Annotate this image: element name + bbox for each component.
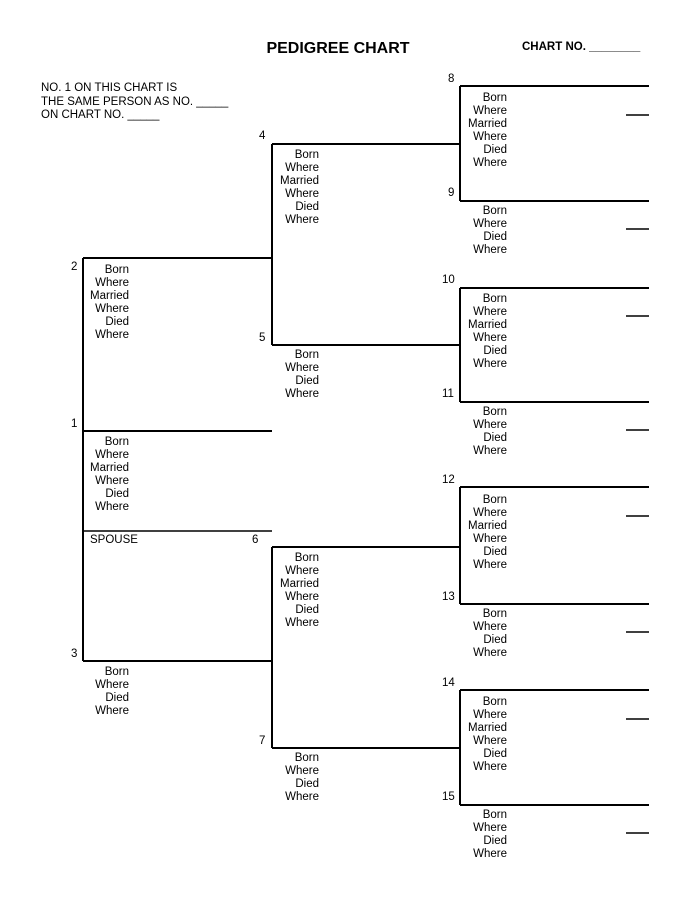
person-number-11: 11 [442, 388, 454, 400]
field-born: Born [104, 436, 129, 448]
person-7-fields [276, 752, 319, 804]
field-where: Where [473, 105, 507, 117]
field-married: Married [468, 722, 507, 734]
field-born: Born [104, 264, 129, 276]
spouse-label: SPOUSE [90, 534, 138, 546]
person-9-fields [464, 205, 507, 257]
field-died: Died [483, 546, 507, 558]
person-number-5: 5 [259, 332, 266, 344]
person-number-7: 7 [259, 735, 266, 747]
field-where: Where [473, 244, 507, 256]
field-died: Died [483, 144, 507, 156]
field-born: Born [482, 92, 507, 104]
field-born: Born [482, 406, 507, 418]
field-where: Where [473, 332, 507, 344]
field-where: Where [473, 822, 507, 834]
field-married: Married [468, 118, 507, 130]
field-where: Where [473, 157, 507, 169]
field-where: Where [285, 565, 319, 577]
field-married: Married [90, 462, 129, 474]
field-died: Died [295, 375, 319, 387]
field-died: Died [295, 778, 319, 790]
field-died: Died [483, 835, 507, 847]
field-died: Died [105, 692, 129, 704]
field-born: Born [294, 552, 319, 564]
field-where: Where [473, 358, 507, 370]
person-10-fields [464, 293, 507, 371]
field-where: Where [285, 617, 319, 629]
field-born: Born [294, 752, 319, 764]
field-married: Married [468, 520, 507, 532]
field-died: Died [295, 201, 319, 213]
field-died: Died [483, 748, 507, 760]
person-6-fields [276, 552, 319, 630]
field-died: Died [105, 488, 129, 500]
field-where: Where [473, 533, 507, 545]
field-where: Where [285, 214, 319, 226]
person-number-13: 13 [442, 591, 455, 603]
person-number-4: 4 [259, 130, 266, 142]
note-line-1: NO. 1 ON THIS CHART IS [41, 82, 178, 94]
field-died: Died [483, 231, 507, 243]
person-13-fields [464, 608, 507, 660]
person-15-fields [464, 809, 507, 861]
field-born: Born [482, 696, 507, 708]
field-where: Where [95, 277, 129, 289]
person-number-6: 6 [252, 534, 259, 546]
person-number-3: 3 [71, 648, 78, 660]
note-line-2[interactable]: THE SAME PERSON AS NO. _____ [41, 95, 229, 108]
person-8-fields [464, 92, 507, 170]
person-3-fields [86, 666, 129, 718]
field-where: Where [473, 419, 507, 431]
person-number-2: 2 [71, 261, 78, 273]
cross-reference-note [41, 82, 228, 123]
field-where: Where [285, 765, 319, 777]
field-where: Where [285, 162, 319, 174]
page-title: PEDIGREE CHART [266, 40, 410, 57]
field-where: Where [95, 475, 129, 487]
field-died: Died [483, 432, 507, 444]
field-where: Where [95, 705, 129, 717]
person-number-15: 15 [442, 791, 455, 803]
field-where: Where [285, 388, 319, 400]
field-where: Where [285, 591, 319, 603]
person-1-fields [86, 436, 129, 514]
field-married: Married [280, 175, 319, 187]
field-born: Born [482, 608, 507, 620]
field-where: Where [473, 647, 507, 659]
field-born: Born [482, 494, 507, 506]
person-4-fields [276, 149, 319, 227]
field-where: Where [473, 735, 507, 747]
field-where: Where [473, 218, 507, 230]
person-number-9: 9 [448, 187, 455, 199]
person-number-1: 1 [71, 418, 78, 430]
field-where: Where [95, 303, 129, 315]
field-married: Married [90, 290, 129, 302]
field-where: Where [473, 709, 507, 721]
person-number-8: 8 [448, 73, 455, 85]
person-number-12: 12 [442, 474, 455, 486]
field-where: Where [95, 449, 129, 461]
person-number-14: 14 [442, 677, 455, 689]
field-where: Where [95, 679, 129, 691]
field-born: Born [482, 809, 507, 821]
field-where: Where [473, 761, 507, 773]
field-where: Where [473, 306, 507, 318]
person-2-fields [86, 264, 129, 342]
field-born: Born [294, 149, 319, 161]
chart-number-field[interactable]: CHART NO. ________ [522, 41, 641, 53]
person-14-fields [464, 696, 507, 774]
field-born: Born [482, 205, 507, 217]
person-11-fields [464, 406, 507, 458]
field-born: Born [104, 666, 129, 678]
person-12-fields [464, 494, 507, 572]
field-died: Died [483, 634, 507, 646]
field-where: Where [285, 362, 319, 374]
field-where: Where [473, 559, 507, 571]
field-married: Married [280, 578, 319, 590]
field-where: Where [95, 329, 129, 341]
note-line-3[interactable]: ON CHART NO. _____ [41, 109, 160, 121]
person-number-10: 10 [442, 274, 455, 286]
field-where: Where [473, 848, 507, 860]
field-died: Died [295, 604, 319, 616]
field-born: Born [482, 293, 507, 305]
field-where: Where [285, 791, 319, 803]
person-5-fields [276, 349, 319, 401]
field-where: Where [473, 445, 507, 457]
field-born: Born [294, 349, 319, 361]
field-where: Where [95, 501, 129, 513]
field-where: Where [285, 188, 319, 200]
field-where: Where [473, 507, 507, 519]
field-died: Died [105, 316, 129, 328]
field-where: Where [473, 621, 507, 633]
field-died: Died [483, 345, 507, 357]
field-married: Married [468, 319, 507, 331]
field-where: Where [473, 131, 507, 143]
